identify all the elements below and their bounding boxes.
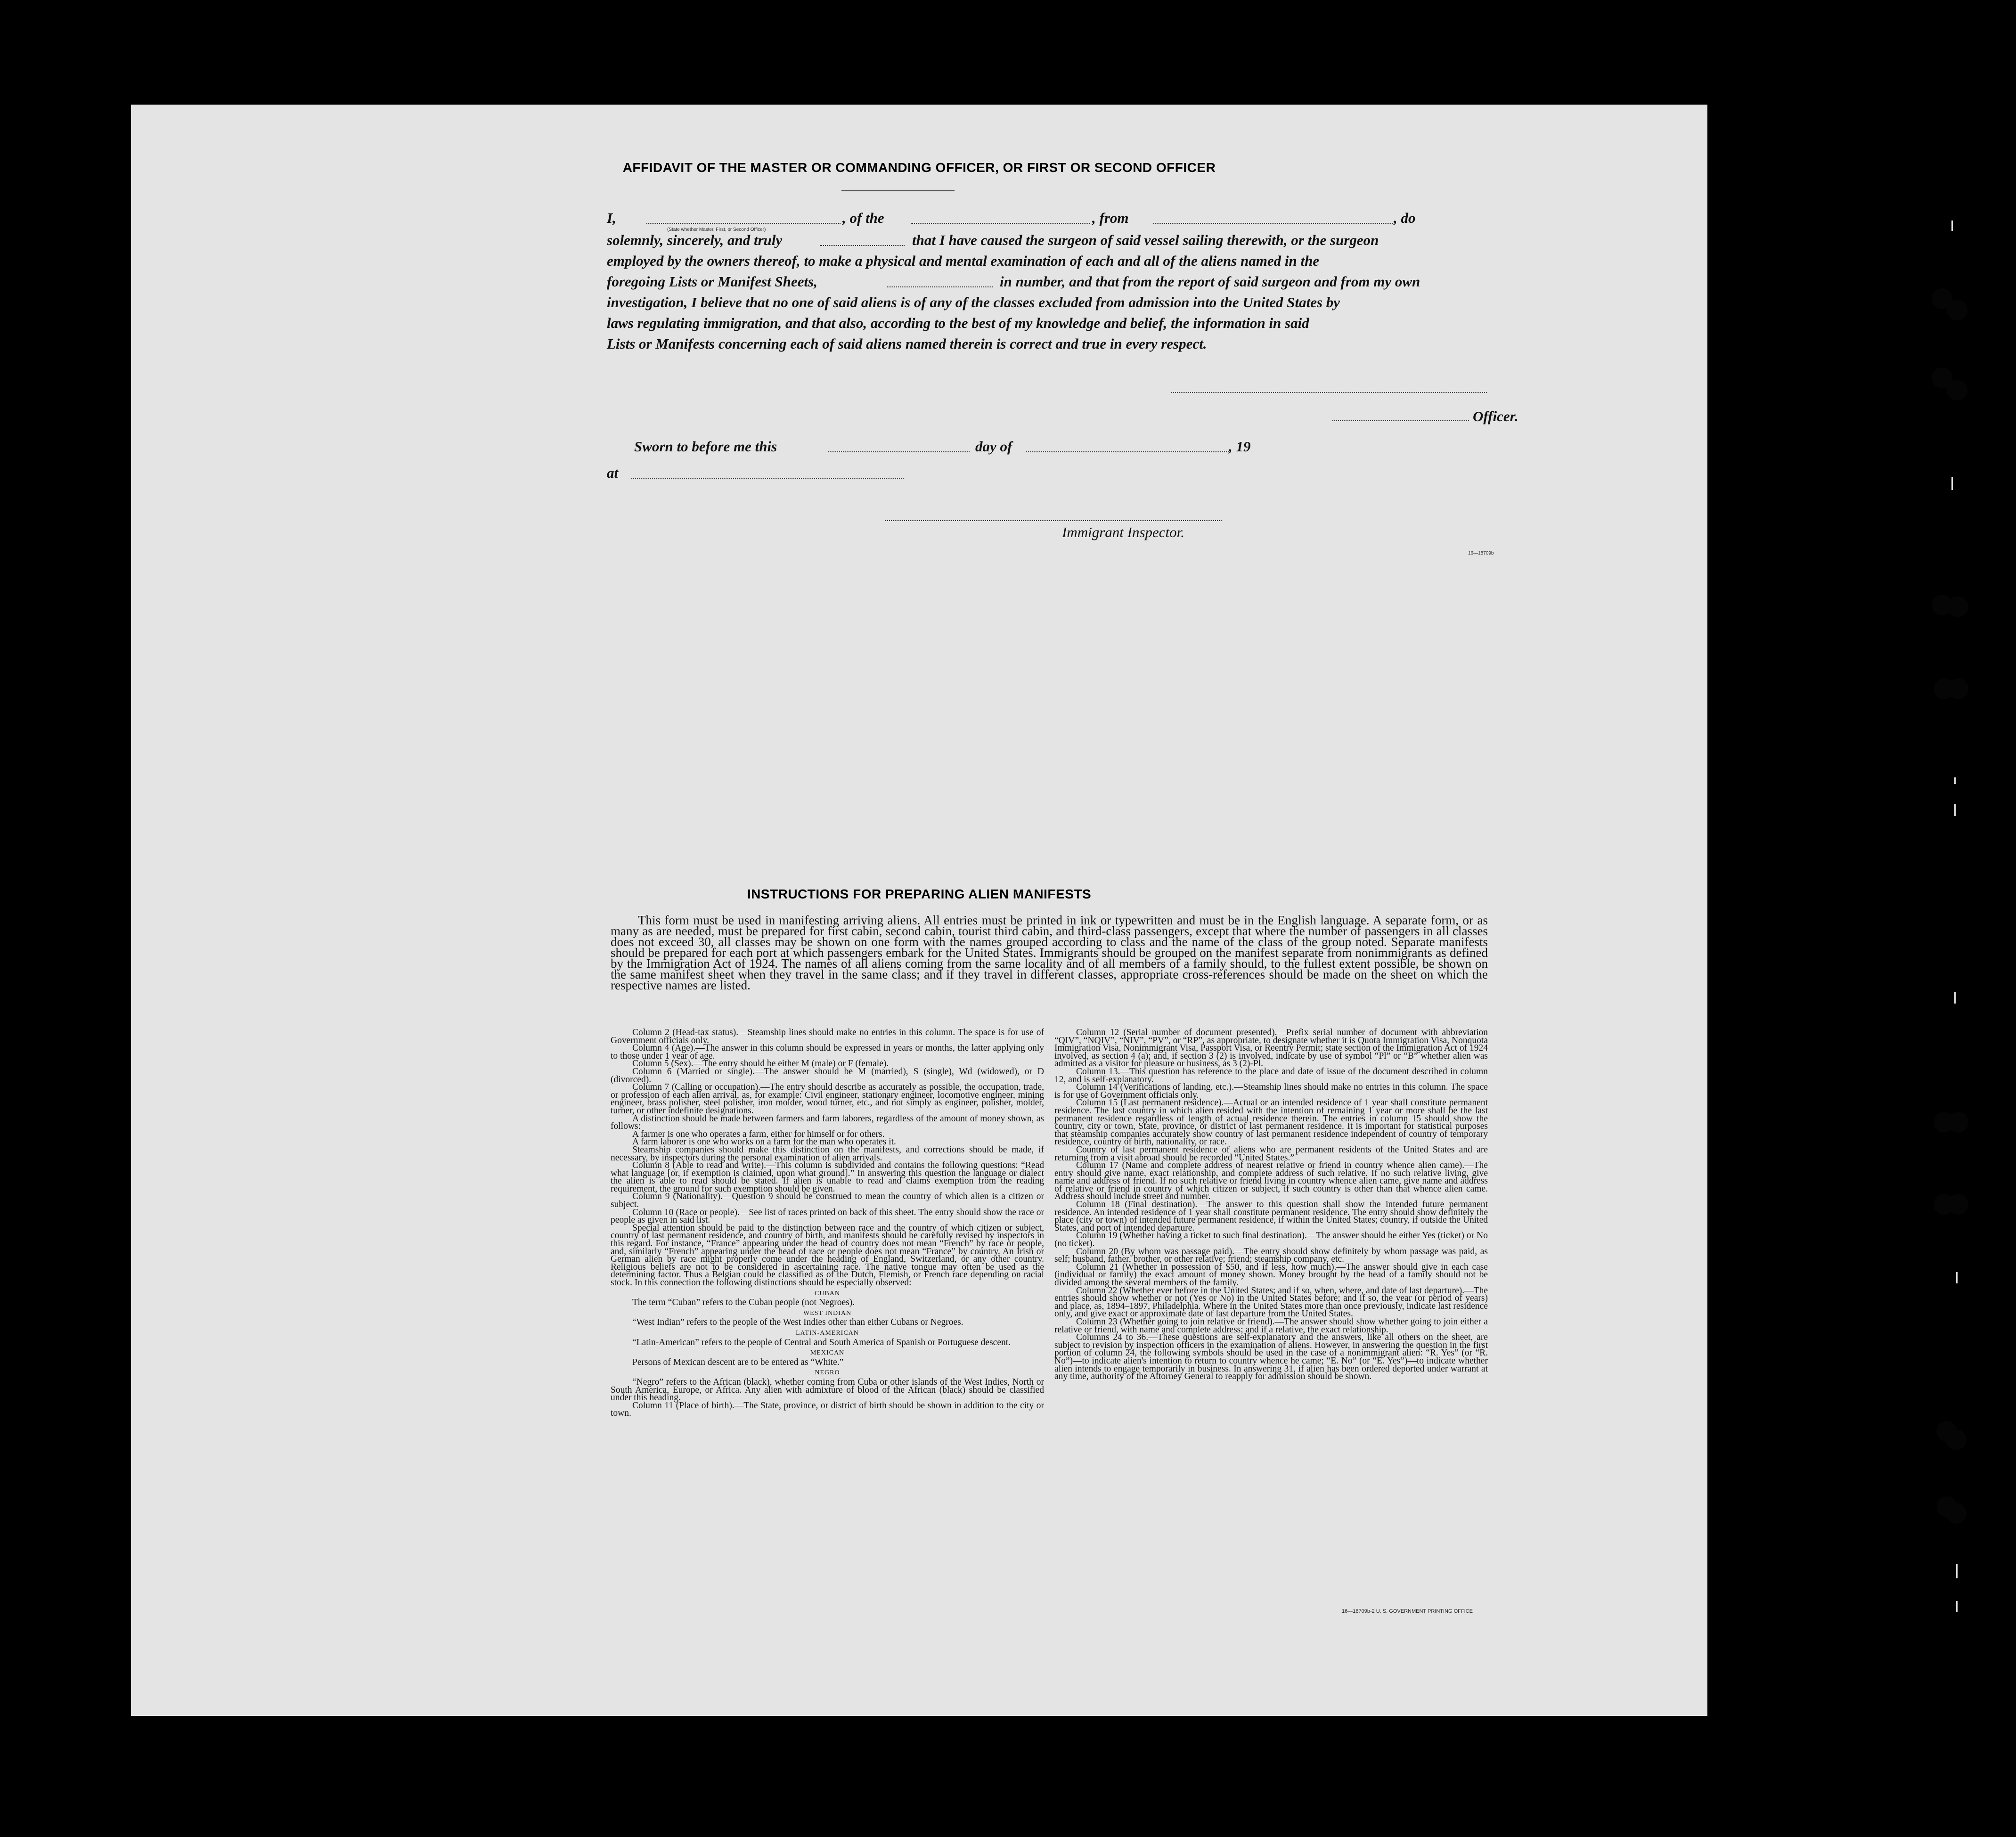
affidavit-line-5: investigation, I believe that no one of said aliens is of any of the classes excluded from admission into the United States by bbox=[607, 294, 1340, 310]
solemnly-text: solemnly, sincerely, and truly bbox=[607, 232, 783, 248]
left-para: Column 8 (Able to read and write).—This column is subdivided and contains the following questions: “Read what language [or, if exemption is claimed, upon what ground].” In answering this question the language or dialect the alien is able to read should be stated. If alien is unable to read and claims exemption from the reading requirement, the ground for such exemption should be given. bbox=[611, 1160, 1044, 1194]
edge-mark bbox=[1956, 1564, 1958, 1578]
in-number-text: in number, and that from the report of said surgeon and from my own bbox=[1000, 273, 1420, 290]
surgeon-text: that I have caused the surgeon of said vessel sailing therewith, or the surgeon bbox=[912, 232, 1379, 248]
binder-hole bbox=[1948, 678, 1968, 699]
right-para: Column 13.—This question has reference to the place and date of issue of the document described in column 12, and is self-explanatory. bbox=[1054, 1066, 1488, 1085]
right-para: Columns 24 to 36.—These questions are self-explanatory and the answers, like all others on the sheet, are subject to revision by inspection officers in the examination of aliens. However, in answering the question in the first portion of column 24, the following symbols should be used in the case of a nonimmigrant alien: “R. Yes” (or “R. No”)—to indicate alien's intention to return to country whence he came; “E. No” (or “E. Yes”)—to indicate whether alien intends to engage temporarily in business. In answering 31, if alien has been ordered deported under warrant at any time, authority of the Attorney General to reapply for admission should be shown. bbox=[1054, 1332, 1488, 1382]
left-para: Column 4 (Age).—The answer in this column should be expressed in years or months, the latter applying only to those under 1 year of age. bbox=[611, 1043, 1044, 1061]
affidavit-title: AFFIDAVIT OF THE MASTER OR COMMANDING OFFICER, OR FIRST OR SECOND OFFICER bbox=[622, 160, 1216, 175]
affidavit-line-4 bbox=[607, 274, 1483, 290]
printing-office-footer: 16—18709b-2 U. S. GOVERNMENT PRINTING OFFICE bbox=[1342, 1608, 1473, 1614]
place-field[interactable] bbox=[631, 478, 904, 479]
left-para: Column 10 (Race or people).—See list of races printed on back of this sheet. The entry should show the race or people as given in said list. bbox=[611, 1207, 1044, 1225]
affidavit-line-7: Lists or Manifests concerning each of said aliens named therein is correct and true in every respect. bbox=[607, 335, 1207, 352]
left-para: Column 9 (Nationality).—Question 9 should be construed to mean the country of which alien is a citizen or subject. bbox=[611, 1192, 1044, 1210]
edge-mark bbox=[1954, 804, 1956, 816]
right-para: Column 14 (Verifications of landing, etc.).—Steamship lines should make no entries in this column. The space is for use of Government officials only. bbox=[1054, 1082, 1488, 1100]
edge-mark bbox=[1951, 220, 1953, 231]
latin-american-heading: LATIN-AMERICAN bbox=[796, 1329, 859, 1337]
affidavit-line-2 bbox=[607, 233, 1483, 249]
instructions-intro bbox=[611, 915, 1488, 991]
do-label: , do bbox=[1394, 210, 1416, 226]
binder-hole bbox=[1947, 300, 1967, 320]
edge-mark bbox=[1956, 1601, 1958, 1612]
left-para: Steamship companies should make this distinction on the manifests, and corrections should be made, if necessary, by inspectors during the personal examination of alien arrivals. bbox=[611, 1144, 1044, 1163]
right-para: Column 19 (Whether having a ticket to such final destination).—The answer should be either Yes (ticket) or No (no ticket). bbox=[1054, 1231, 1488, 1249]
binder-hole bbox=[1948, 596, 1968, 617]
right-para: Column 12 (Serial number of document presented).—Prefix serial number of document with abbreviation “QIV”, “NQIV”, “NIV”, “PV”, or “RP”, as appropriate, to designate whether it is Quota Immigration Visa, Nonquota Immigration Visa, Nonimmigrant Visa, Passport Visa, or Reentry Permit; state section of the Immigration Act of 1924 involved, as section 4 (a); and, if section 3 (2) is involved, indicate by use of symbol “Pl” or “B” whether alien was admitted as a visitor for pleasure or business, as 3 (2)-Pl. bbox=[1054, 1028, 1488, 1069]
right-para: Column 22 (Whether ever before in the United States; and if so, when, where, and date of last departure).—The entries should show whether or not (Yes or No) in the United States before; and if so, the year (or period of years) and place, as, 1894–1897, Philadelphia. Where in the United States more than once previously, indicate last residence only, and give exact or approximate date of last departure from the United States. bbox=[1054, 1285, 1488, 1319]
of-the-label: , of the bbox=[842, 210, 884, 226]
foregoing-text: foregoing Lists or Manifest Sheets, bbox=[607, 273, 817, 290]
sworn-month-field[interactable] bbox=[1026, 451, 1229, 452]
lead-i: I, bbox=[607, 210, 616, 226]
port-field[interactable] bbox=[1153, 223, 1393, 224]
latin-american-text: “Latin-American” refers to the people of Central and South America of Spanish or Portuguese descent. bbox=[632, 1337, 1011, 1347]
right-para: Column 17 (Name and complete address of nearest relative or friend in country whence alien came).—The entry should give name, exact relationship, and complete address of such relative. If no such relative living, give name and address of friend. If no such relative or friend living in country whence alien came, give name and address of relative or friend in country of which citizen or subject, if such country is other than that whence alien came. Address should include street and number. bbox=[1054, 1160, 1488, 1202]
negro-heading: NEGRO bbox=[815, 1369, 840, 1377]
document-page bbox=[131, 105, 1707, 1716]
column-11-text: Column 11 (Place of birth).—The State, province, or district of birth should be shown in addition to the city or town. bbox=[611, 1400, 1044, 1419]
right-para: Column 20 (By whom was passage paid).—The entry should show definitely by whom passage was paid, as self; husband, father, brother, or other relative; friend; steamship company, etc. bbox=[1054, 1246, 1488, 1265]
affidavit-line-3: employed by the owners thereof, to make a physical and mental examination of each and all of the aliens named in the bbox=[607, 253, 1320, 269]
signature-line-2[interactable] bbox=[1332, 420, 1469, 421]
west-indian-text: “West Indian” refers to the people of the West Indies other than either Cubans or Negroes. bbox=[632, 1317, 963, 1328]
right-para: Column 21 (Whether in possession of $50, and if less, how much).—The answer should give in each case (individual or family) the exact amount of money shown. Money brought by the head of a family should not be divided among the several members of the family. bbox=[1054, 1262, 1488, 1288]
edge-mark bbox=[1954, 777, 1956, 784]
binder-hole bbox=[1948, 1112, 1968, 1133]
title-rule bbox=[841, 190, 955, 191]
sworn-line bbox=[607, 439, 1483, 455]
instructions-left-column bbox=[611, 1029, 1044, 1418]
officer-rank-field[interactable] bbox=[646, 223, 841, 224]
binder-hole bbox=[1946, 1503, 1967, 1524]
signature-line-1[interactable] bbox=[1171, 392, 1487, 393]
affidavit-line-6: laws regulating immigration, and that also, according to the best of my knowledge and belief, the information in said bbox=[607, 315, 1309, 331]
left-para: Special attention should be paid to the distinction between race and the country of which citizen or subject, country of last permanent residence, and country of birth, and manifests should be carefully revised by inspectors in this regard. For instance, “France” appearing under the head of country does not mean “French” by race or people, and, similarly “French” appearing under the head of race or people does not mean “France” by country. An Irish or German alien by race might properly come under the heading of England, Switzerland, or any other country. Religious beliefs are not to be considered in ascertaining race. The native tongue may often be used as the determining factor. Thus a Belgian could be classified as of the Dutch, Flemish, or French race depending on racial stock. In this connection the following distinctions should be especially observed: bbox=[611, 1223, 1044, 1288]
left-para: A distinction should be made between farmers and farm laborers, regardless of the amount of money shown, as follows: bbox=[611, 1113, 1044, 1132]
mexican-heading: MEXICAN bbox=[810, 1349, 845, 1357]
sheet-count-field[interactable] bbox=[887, 286, 993, 287]
negro-text: “Negro” refers to the African (black), whether coming from Cuba or other islands of the West Indies, North or South America, Europe, or Africa. Any alien with admixture of blood of the African (black) should be classified under this heading. bbox=[611, 1377, 1044, 1403]
edge-mark bbox=[1956, 1272, 1958, 1283]
binder-hole bbox=[1947, 380, 1967, 400]
left-para: Column 6 (Married or single).—The answer should be M (married), S (single), Wd (widowed), or D (divorced). bbox=[611, 1066, 1044, 1085]
affidavit-line-1 bbox=[607, 211, 1483, 227]
left-para: A farmer is one who operates a farm, either for himself or for others. bbox=[632, 1129, 885, 1139]
cuban-text: The term “Cuban” refers to the Cuban people (not Negroes). bbox=[632, 1298, 855, 1308]
intro-text: This form must be used in manifesting arriving aliens. All entries must be printed in ink or typewritten and must be in the English language. A separate form, or as many as are needed, must be prepared for first cabin, second cabin, tourist third cabin, and third-class passengers, except that where the number of passengers in all classes does not exceed 30, all classes may be shown on one form with the names grouped according to class and the name of the class of the group noted. Separate manifests should be prepared for each port at which passengers embark for the United States. Immigrants should be grouped on the manifest separate from nonimmigrants as defined by the Immigration Act of 1924. The names of all aliens coming from the same locality and of all members of a family should, to the fullest extent possible, be shown on the same manifest sheet when they travel in the same class; and if they travel in different classes, appropriate cross-references should be made on the sheet on which the respective names are listed. bbox=[611, 913, 1488, 992]
sworn-text: Sworn to before me this bbox=[634, 438, 777, 455]
right-para: Column 18 (Final destination).—The answer to this question shall show the intended future permanent residence. An intended residence of 1 year shall constitute permanent residence. The entry should show definitely the place (city or town) of intended future permanent residence, if within the United States; country, if outside the United States, and port of intended departure. bbox=[1054, 1200, 1488, 1233]
binder-hole bbox=[1948, 1194, 1968, 1215]
at-label: at bbox=[607, 465, 619, 481]
rank-note: (State whether Master, First, or Second Officer) bbox=[667, 227, 766, 232]
cuban-heading: CUBAN bbox=[814, 1290, 840, 1297]
mexican-text: Persons of Mexican descent are to be entered as “White.” bbox=[632, 1357, 844, 1367]
left-para: Column 7 (Calling or occupation).—The entry should describe as accurately as possible, the occupation, trade, or profession of each alien arrival, as, for example: Civil engineer, stationary engineer, locomotive engineer, mining engineer, brass polisher, steel polisher, iron molder, wood turner, etc., and not simply as engineer, polisher, molder, turner, or other indefinite designations. bbox=[611, 1082, 1044, 1116]
left-para: Column 5 (Sex).—The entry should be either M (male) or F (female). bbox=[632, 1059, 889, 1069]
inspector-signature-line[interactable] bbox=[885, 520, 1222, 521]
form-number: 16—18709b bbox=[1468, 551, 1494, 556]
vessel-name-field[interactable] bbox=[911, 223, 1090, 224]
instructions-title: INSTRUCTIONS FOR PREPARING ALIEN MANIFESTS bbox=[747, 887, 1092, 901]
inspector-label: Immigrant Inspector. bbox=[1062, 524, 1185, 540]
swear-affirm-field[interactable] bbox=[820, 245, 905, 246]
officer-label: Officer. bbox=[1473, 408, 1518, 425]
right-para: Column 15 (Last permanent residence).—Actual or an intended residence of 1 year shall constitute permanent residence. The last country in which alien resided with the intention of remaining 1 year or more shall be the last permanent residence regardless of length of actual residence therein. The entries in column 15 should show the country, city or town, State, province, or district of last permanent residence. It is important for statistical purposes that steamship companies accurately show country of last permanent residence independent of country of temporary residence, country of birth, nationality, or race. bbox=[1054, 1098, 1488, 1147]
right-para: Country of last permanent residence of aliens who are permanent residents of the United States and are returning from a visit abroad should be recorded “United States.” bbox=[1054, 1144, 1488, 1163]
binder-hole bbox=[1946, 1429, 1967, 1450]
sworn-day-field[interactable] bbox=[828, 451, 970, 452]
right-para: Column 23 (Whether going to join relative or friend).—The answer should show whether going to join either a relative or friend, with name and complete address; and if a relative, the exact relationship. bbox=[1054, 1316, 1488, 1335]
instructions-right-column bbox=[1054, 1029, 1488, 1381]
left-para: A farm laborer is one who works on a farm for the man who operates it. bbox=[632, 1137, 896, 1147]
from-label: , from bbox=[1092, 210, 1129, 226]
left-para: Column 2 (Head-tax status).—Steamship lines should make no entries in this column. The space is for use of Government officials only. bbox=[611, 1028, 1044, 1045]
year-prefix: , 19 bbox=[1229, 438, 1251, 455]
edge-mark bbox=[1951, 477, 1953, 490]
day-of-text: day of bbox=[975, 438, 1012, 455]
edge-mark bbox=[1954, 992, 1956, 1004]
west-indian-heading: WEST INDIAN bbox=[803, 1309, 852, 1317]
